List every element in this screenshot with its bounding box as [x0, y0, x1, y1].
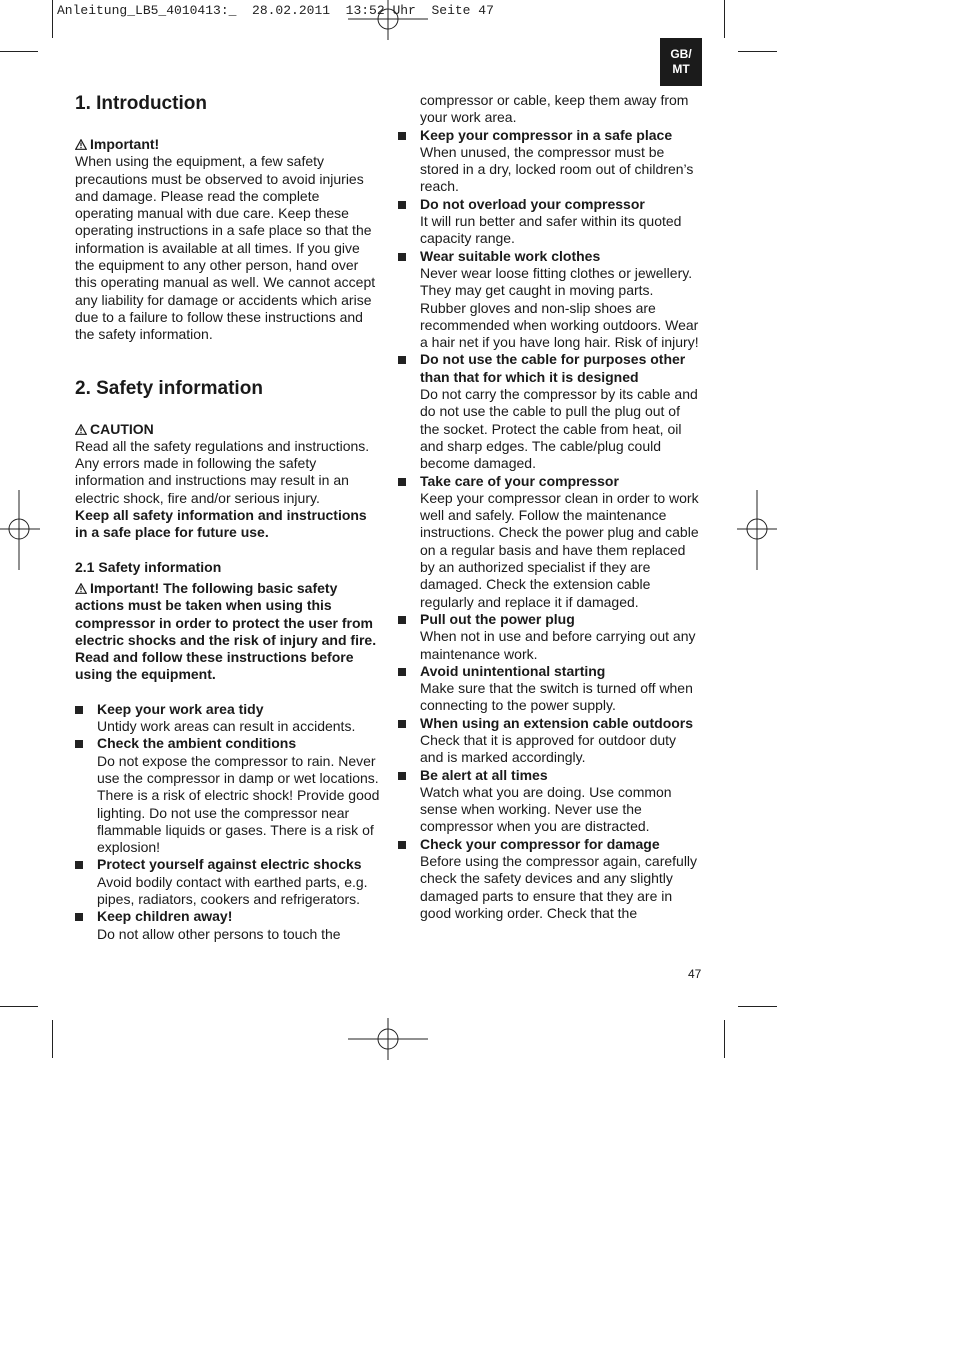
- intro-body: When using the equipment, a few safety precautions must be observed to avoid injuries and damage. Please read the complete operating manual with due care. Keep these operating instructions in a safe place so that the information is available at all times. If you give the equipment to any other person, hand over this operating manual as well. We cannot accept any liability for damage or accidents which arise due to a failure to follow these instructions and the safety information.: [75, 153, 376, 343]
- list-item-title: Be alert at all times: [420, 766, 548, 783]
- bullet-square-icon: [398, 132, 406, 140]
- list-item-body: Do not carry the compressor by its cable and do not use the cable to pull the plug out of the socket. Protect the cable from heat, oil and sharp edges. The cable/plug could become damaged.: [420, 386, 698, 472]
- caution-bold-note: Keep all safety information and instructions in a safe place for future use.: [75, 507, 367, 541]
- crop-mark: [738, 1006, 777, 1007]
- list-item: [398, 715, 703, 767]
- registration-mark-icon: [348, 0, 428, 40]
- list-item: [398, 248, 703, 352]
- important-basic-safety-text: Important! The following basic safety actions must be taken when using this compressor in order to protect the user from electric shocks and the risk of injury and fire. Read and follow these instructions before using the equipment.: [75, 579, 377, 683]
- crop-mark: [724, 1020, 725, 1058]
- list-item-title: Wear suitable work clothes: [420, 247, 601, 264]
- crop-mark: [738, 51, 777, 52]
- list-item: [398, 127, 703, 196]
- list-item: [398, 836, 703, 922]
- left-column: [75, 92, 380, 943]
- important-label-text: Important!: [90, 136, 160, 152]
- list-item-body: Watch what you are doing. Use common sense when working. Never use the compressor when you are distracted.: [420, 783, 672, 835]
- crop-mark: [52, 0, 53, 38]
- bullet-square-icon: [398, 668, 406, 676]
- list-item: [75, 701, 380, 736]
- right-column: [398, 92, 703, 922]
- crop-mark: [0, 51, 38, 52]
- intro-important-label: [75, 136, 380, 153]
- list-item-title: Keep your work area tidy: [97, 700, 264, 717]
- list-item-body: Keep your compressor clean in order to work well and safely. Follow the maintenance instructions. Check the power plug and cable on a regular basis and have them replaced by an authorized specialist if they are damaged. Check the extension cable regularly and replace it if damaged.: [420, 489, 699, 610]
- bullet-square-icon: [398, 616, 406, 624]
- crop-mark: [724, 0, 725, 38]
- list-item-body: Make sure that the switch is turned off when connecting to the power supply.: [420, 680, 693, 714]
- language-tab-line1: GB/: [670, 47, 692, 61]
- bullet-square-icon: [398, 201, 406, 209]
- list-item: [398, 473, 703, 611]
- warning-triangle-icon: [75, 136, 90, 153]
- language-tab: [660, 38, 702, 86]
- list-item-body: Do not expose the compressor to rain. Never use the compressor in damp or wet locations. There is a risk of electric shock! Provide good lighting. Do not use the compressor near flammable liquids or gases. There is a risk of explosion!: [97, 752, 380, 856]
- list-item-body: Never wear loose fitting clothes or jewellery. They may get caught in moving parts. Rubber gloves and non-slip shoes are recommended when working outdoors. Wear a hair net if you have long hair. Risk of injury!: [420, 264, 699, 351]
- important-basic-safety: [75, 580, 380, 684]
- continued-text-body: compressor or cable, keep them away from your work area.: [420, 92, 689, 126]
- list-item: [398, 351, 703, 472]
- registration-mark-icon: [0, 490, 40, 570]
- list-item-body: Before using the compressor again, carefully check the safety devices and any slightly damaged parts to ensure that they are in good working order. Check that the: [420, 853, 698, 921]
- list-item-title: Keep your compressor in a safe place: [420, 126, 673, 143]
- list-item: [398, 663, 703, 715]
- list-item-body: When not in use and before carrying out any maintenance work.: [420, 628, 696, 662]
- list-item: [398, 196, 703, 248]
- warning-triangle-icon: [75, 421, 90, 438]
- registration-mark-icon: [348, 1018, 428, 1060]
- bullet-square-icon: [398, 772, 406, 780]
- safety-heading: 2. Safety information: [75, 377, 263, 399]
- list-item-title: Do not use the cable for purposes other than that for which it is designed: [420, 351, 686, 385]
- continued-text: [398, 92, 703, 127]
- language-tab-line2: MT: [672, 62, 690, 76]
- bullet-square-icon: [398, 356, 406, 364]
- list-item-title: Check your compressor for damage: [420, 835, 660, 852]
- list-item-title: When using an extension cable outdoors: [420, 714, 694, 731]
- list-item: [75, 856, 380, 908]
- list-item: [75, 735, 380, 856]
- caution-body: Read all the safety regulations and instructions. Any errors made in following the safety information and instructions may result in an electric shock, fire and/or serious injury.: [75, 437, 370, 506]
- bullet-square-icon: [398, 478, 406, 486]
- list-item-title: Do not overload your compressor: [420, 195, 645, 212]
- bullet-square-icon: [75, 913, 83, 921]
- print-header: Anleitung_LB5_4010413:_ 28.02.2011 13:52 Uhr Seite 47: [57, 3, 494, 18]
- list-item: [398, 611, 703, 663]
- subsection-heading: 2.1 Safety information: [75, 558, 222, 575]
- list-item-body: It will run better and safer within its quoted capacity range.: [420, 213, 682, 247]
- bullet-square-icon: [75, 861, 83, 869]
- intro-heading: 1. Introduction: [75, 93, 207, 114]
- registration-mark-icon: [737, 490, 777, 570]
- bullet-square-icon: [398, 841, 406, 849]
- bullet-square-icon: [398, 253, 406, 261]
- list-item-title: Pull out the power plug: [420, 610, 575, 627]
- caution-label-text: CAUTION: [90, 420, 154, 437]
- list-item: [75, 908, 380, 943]
- bullet-square-icon: [75, 740, 83, 748]
- list-item-body: Do not allow other persons to touch the: [97, 925, 341, 942]
- list-item: [398, 767, 703, 836]
- list-item-title: Avoid unintentional starting: [420, 662, 606, 679]
- list-item-body: When unused, the compressor must be stored in a dry, locked room out of children’s reach.: [420, 143, 694, 195]
- list-item-body: Check that it is approved for outdoor duty and is marked accordingly.: [420, 731, 677, 766]
- list-item-title: Check the ambient conditions: [97, 735, 297, 752]
- list-item-body: Untidy work areas can result in accidents.: [97, 718, 356, 735]
- page-number: 47: [688, 967, 702, 981]
- list-item-body: Avoid bodily contact with earthed parts, e.g. pipes, radiators, cookers and refrigerators.: [97, 873, 368, 907]
- crop-mark: [0, 1006, 38, 1007]
- list-item-title: Keep children away!: [97, 908, 233, 925]
- list-item-title: Protect yourself against electric shocks: [97, 856, 362, 873]
- crop-mark: [52, 1020, 53, 1058]
- caution-label: [75, 421, 380, 438]
- warning-triangle-icon: [75, 580, 90, 597]
- list-item-title: Take care of your compressor: [420, 472, 619, 489]
- bullet-square-icon: [398, 720, 406, 728]
- bullet-square-icon: [75, 706, 83, 714]
